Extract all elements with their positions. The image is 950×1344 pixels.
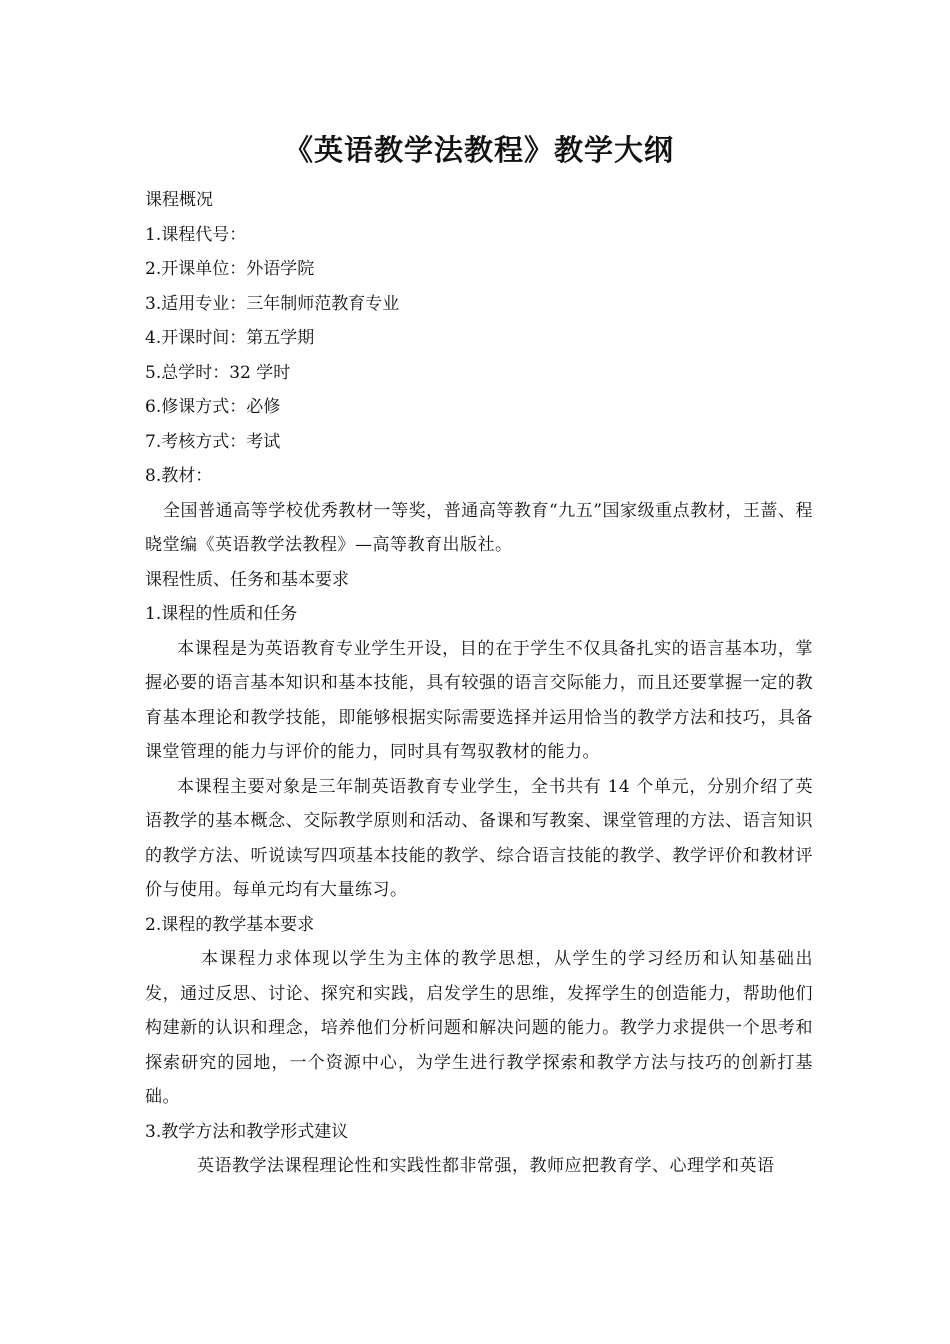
subsection-heading-requirements: 2.课程的教学基本要求 [145, 914, 315, 935]
subsection-heading-methods: 3.教学方法和教学形式建议 [145, 1121, 349, 1142]
document-title: 《英语教学法教程》教学大纲 [283, 133, 674, 167]
overview-item-course-code: 1.课程代号： [145, 224, 247, 245]
overview-item-assessment: 7.考核方式：考试 [145, 431, 281, 452]
overview-item-major: 3.适用专业：三年制师范教育专业 [145, 293, 400, 314]
subsection-heading-nature: 1.课程的性质和任务 [145, 604, 298, 624]
nature-paragraph-2: 本课程主要对象是三年制英语教育专业学生，全书共有 14 个单元，分别介绍了英语教学的基本概念、交际教学原则和活动、备课和写教案、课堂管理的方法、语言知识的教学方法、听说读写四项基本技能的教学、综合语言技能的教学、教学评价和教材评价与使用。每单元均有大量练习。 [145, 776, 813, 900]
overview-item-total-hours: 5.总学时：32 学时 [145, 362, 291, 383]
requirements-paragraph: 本课程力求体现以学生为主体的教学思想，从学生的学习经历和认知基础出发，通过反思、讨论、探究和实践，启发学生的思维，发挥学生的创造能力，帮助他们构建新的认识和理念，培养他们分析问题和解决问题的能力。教学力求提供一个思考和探索研究的园地，一个资源中心，为学生进行教学探索和教学方法与技巧的创新打基础。 [145, 949, 813, 1107]
overview-item-textbook: 8.教材： [145, 466, 213, 486]
methods-paragraph: 英语教学法课程理论性和实践性都非常强，教师应把教育学、心理学和英语 [197, 1156, 775, 1176]
textbook-description: 全国普通高等学校优秀教材一等奖，普通高等教育“九五”国家级重点教材，王蔷、程晓堂编《英语教学法教程》—高等教育出版社。 [145, 500, 813, 555]
overview-item-department: 2.开课单位：外语学院 [145, 259, 315, 279]
section-heading-overview: 课程概况 [145, 190, 213, 210]
document-body [145, 183, 813, 1184]
overview-item-course-type: 6.修课方式：必修 [145, 397, 281, 417]
nature-paragraph-1: 本课程是为英语教育专业学生开设，目的在于学生不仅具备扎实的语言基本功，掌握必要的语言基本知识和基本技能，具有较强的语言交际能力，而且还要掌握一定的教育基本理论和教学技能，即能够根据实际需要选择并运用恰当的教学方法和技巧，具备课堂管理的能力与评价的能力，同时具有驾驭教材的能力。 [145, 638, 813, 762]
section-heading-nature-tasks: 课程性质、任务和基本要求 [145, 569, 349, 590]
overview-item-semester: 4.开课时间：第五学期 [145, 328, 315, 348]
